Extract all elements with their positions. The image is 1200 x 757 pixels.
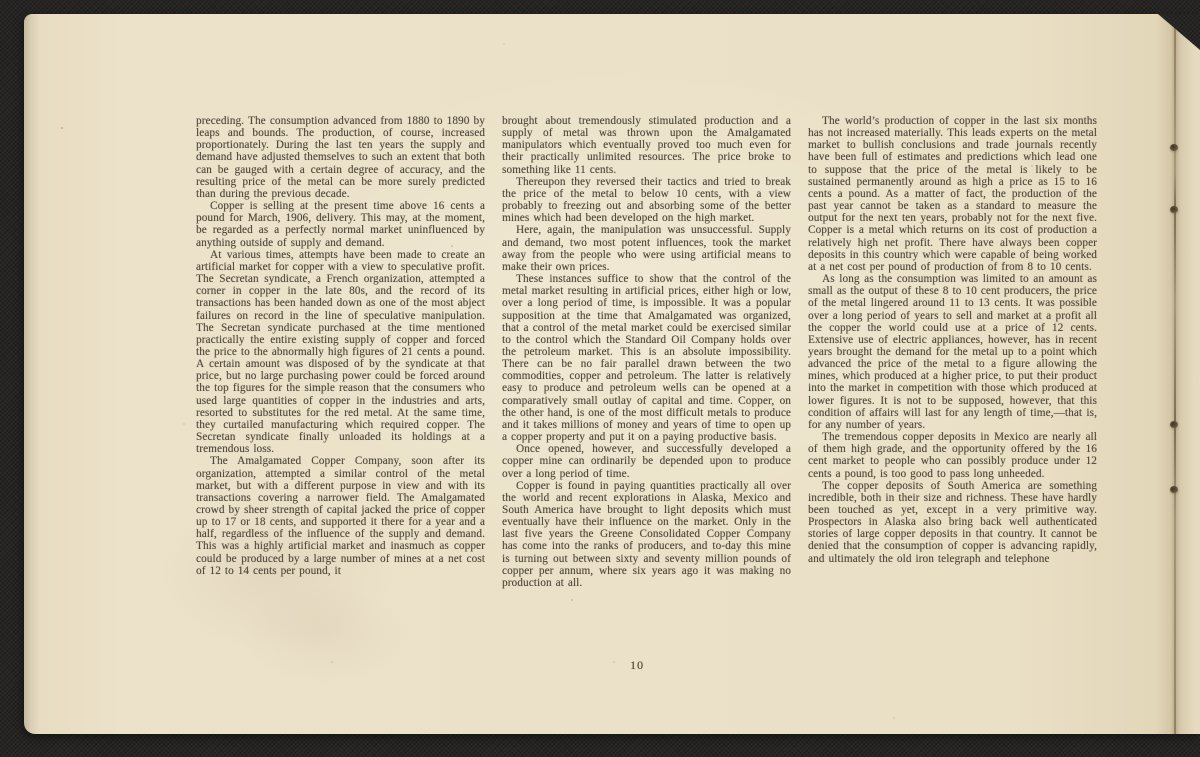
paragraph: The Amalgamated Copper Company, soon after its organization, attempted a similar control of the metal market, but with a different purpose in view and with its transactions covering a narrower field. The Amalgamated crowd by sheer strength of capital jacked the price of copper up to 17 or 18 cents, and supported it there for a year and a half, regardless of the influence of the supply and demand. This was a highly artificial market and inasmuch as copper could be produced by a large number of mines at a net cost of 12 to 14 cents per pound, it — [196, 455, 485, 577]
stitch-hole — [1170, 486, 1178, 493]
paragraph: As long as the consumption was limited to an amount as small as the output of these 8 to 10 cent producers, the price of the metal lingered around 11 to 13 cents. It was possible over a long period of years to sell and market at a profit all the copper the world could use at a price of 12 cents. Extensive use of electric appliances, however, has in recent years brought the demand for the metal up to a point which advanced the price of the metal to a figure allowing the mines, which produced at a higher price, to put their product into the market in competition with those which produced at lower figures. It is not to be supposed, however, that this condition of affairs will last for any length of time,—that is, for any number of years. — [808, 273, 1097, 431]
text-column-2 — [502, 115, 791, 589]
paragraph: preceding. The consumption advanced from 1880 to 1890 by leaps and bounds. The production, of course, increased proportionately. During the last ten years the supply and demand have adjusted themselves to such an extent that both can be gauged with a certain degree of accuracy, and the resulting price of the metal can be more surely predicted than during the previous decade. — [196, 115, 485, 200]
page-number: 10 — [630, 658, 644, 672]
paragraph: Copper is selling at the present time above 16 cents a pound for March, 1906, delivery. This may, at the moment, be regarded as a perfectly normal market uninfluenced by anything outside of supply and demand. — [196, 200, 485, 249]
paragraph: The tremendous copper deposits in Mexico are nearly all of them high grade, and the opportunity offered by the 16 cent market to people who can possibly produce under 12 cents a pound, is too good to pass long unheeded. — [808, 431, 1097, 480]
paragraph: Here, again, the manipulation was unsuccessful. Supply and demand, two most potent influences, took the market away from the people who were using artificial means to make their own prices. — [502, 224, 791, 273]
paragraph: The copper deposits of South America are something incredible, both in their size and richness. These have hardly been touched as yet, except in a very primitive way. Prospectors in Alaska also bring back well authenticated stories of large copper deposits in that country. It cannot be denied that the consumption of copper is advancing rapidly, and ultimately the old iron telegraph and telephone — [808, 479, 1097, 565]
binding-thread — [1174, 14, 1176, 734]
stitch-hole — [1170, 206, 1178, 213]
paragraph: Thereupon they reversed their tactics and tried to break the price of the metal to below 10 cents, with a view probably to freezing out and absorbing some of the better mines which had been developed on the high market. — [502, 175, 791, 225]
paragraph: These instances suffice to show that the control of the metal market resulting in artificial prices, either high or low, over a long period of time, is impossible. It was a popular supposition at the time that Amalgamated was organized, that a control of the metal market could be exercised similar to the control which the Standard Oil Company holds over the petroleum market. This is an absolute impossibility. There can be no fair parallel drawn between the two commodities, copper and petroleum. The latter is relatively easy to produce and petroleum wells can be opened at a comparatively small outlay of capital and time. Copper, on the other hand, is one of the most difficult metals to produce and it takes millions of money and years of time to open up a copper property and put it on a paying productive basis. — [502, 273, 791, 444]
paragraph: At various times, attempts have been made to create an artificial market for copper with a view to speculative profit. The Secretan syndicate, a French organization, attempted a corner in copper in the late 80s, and the record of its transactions has been handed down as one of the most abject failures on record in the line of speculative manipulation. The Secretan syndicate purchased at the time mentioned practically the entire existing supply of copper and forced the price to the abnormally high figures of 21 cents a pound. A certain amount was disposed of by the syndicate at that price, but no large purchasing power could be forced around the top figures for the simple reason that the consumers who used large quantities of copper in the industries and arts, resorted to substitutes for the red metal. At the same time, they curtailed manufacturing which required copper. The Secretan syndicate finally unloaded its holdings at a tremendous loss. — [196, 248, 485, 456]
text-column-3 — [808, 115, 1097, 589]
paragraph: brought about tremendously stimulated production and a supply of metal was thrown upon the Amalgamated manipulators which eventually proved too much even for their practically unlimited resources. The price broke to something like 11 cents. — [502, 115, 791, 176]
text-columns — [196, 115, 1098, 589]
book-page — [24, 14, 1200, 734]
stitch-hole — [1170, 144, 1178, 151]
paragraph: The world’s production of copper in the last six months has not increased materially. This leads experts on the metal market to bullish conclusions and trade journals recently have been full of estimates and predictions which lead one to suppose that the price of the metal is likely to be sustained permanently around as high a price as 15 to 16 cents a pound. As a matter of fact, the production of the past year cannot be taken as a standard to measure the output for the next ten years, probably not for the next five. Copper is a metal which returns on its cost of production a relatively high net profit. There have always been copper deposits in this country which were capable of being worked at a net cost per pound of production of from 8 to 10 cents. — [808, 115, 1097, 273]
stitch-hole — [1170, 421, 1178, 428]
paragraph: Once opened, however, and successfully developed a copper mine can ordinarily be depended upon to produce over a long period of time. — [502, 443, 791, 480]
paragraph: Copper is found in paying quantities practically all over the world and recent explorations in Alaska, Mexico and South America have brought to light deposits which must eventually have their influence on the market. Only in the last five years the Greene Consolidated Copper Company has come into the ranks of producers, and to-day this mine is turning out between sixty and seventy million pounds of copper per annum, where six years ago it was making no production at all. — [502, 479, 791, 589]
text-column-1 — [196, 115, 485, 589]
